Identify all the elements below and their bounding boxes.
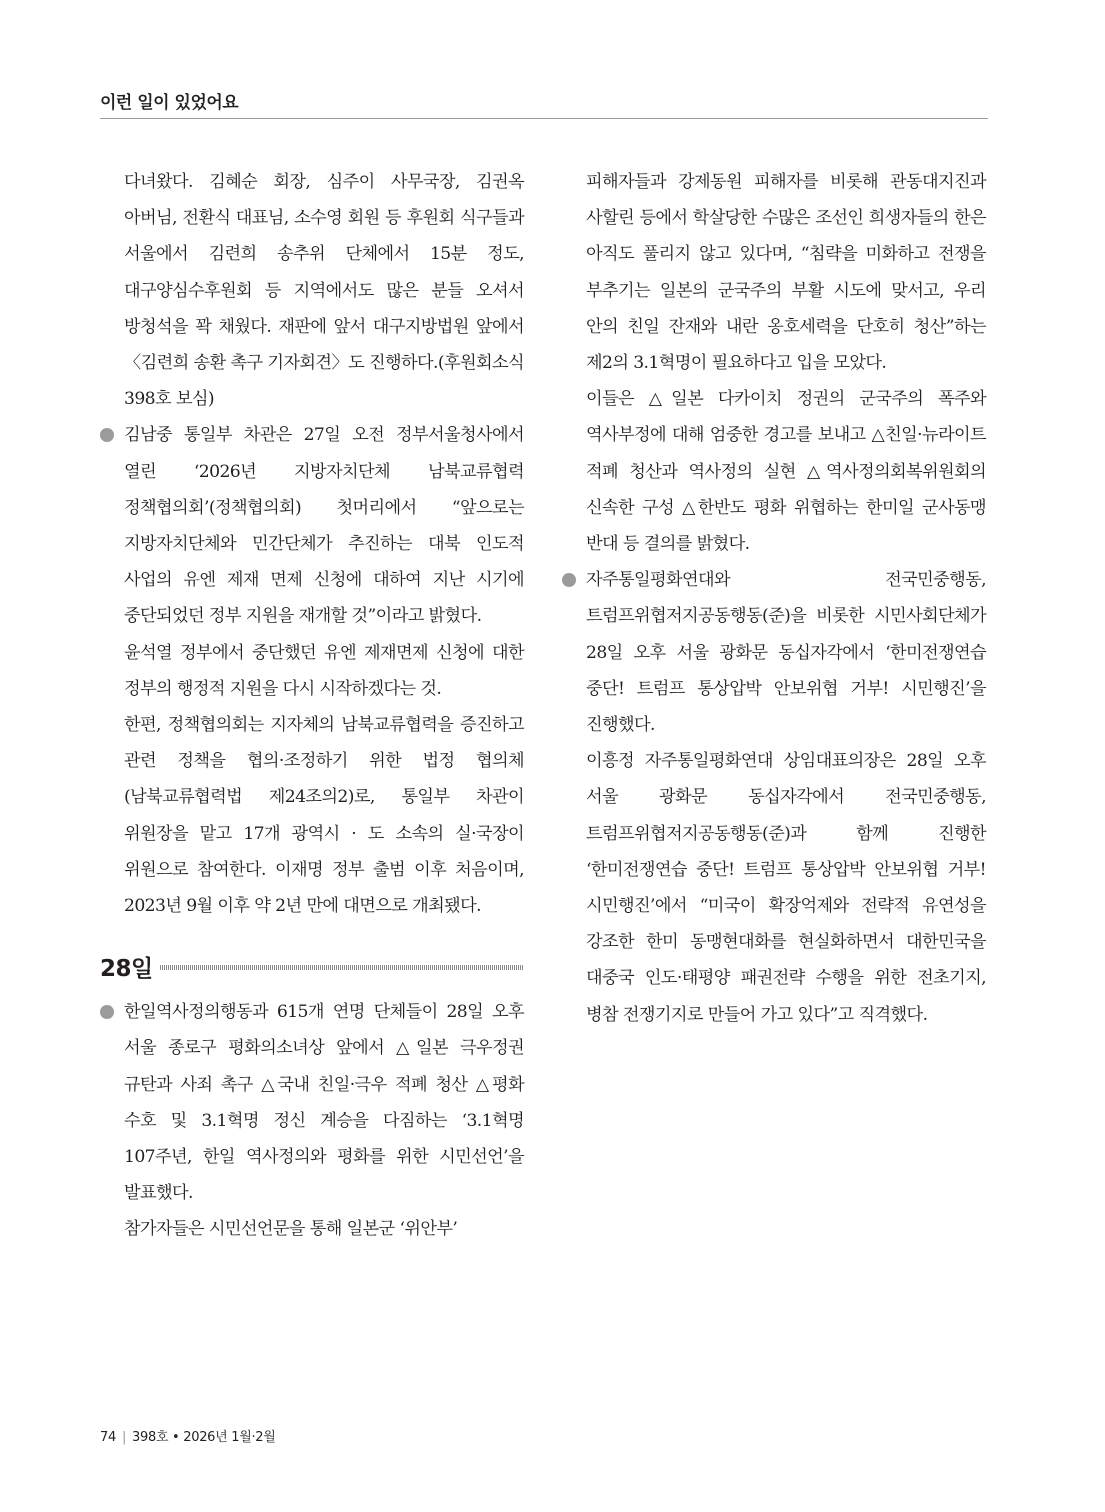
- issue-info: 398호 • 2026년 1월·2월: [132, 1430, 276, 1445]
- page-footer: [100, 1426, 276, 1445]
- paragraph: 이들은 △일본 다카이치 정권의 군국주의 폭주와 역사부정에 대해 엄중한 경고를 보내고 △친일·뉴라이트 적폐 청산과 역사정의 실현 △역사정의회복위원회의 신속한 구성 △한반도 평화 위협하는 한미일 군사동맹 반대 등 결의를 밝혔다.: [586, 389, 986, 555]
- paragraph: 김남중 통일부 차관은 27일 오전 정부서울청사에서 열린 ‘2026년 지방자치단체 남북교류협력 정책협의회’(정책협의회) 첫머리에서 “앞으로는 지방자치단체와 민간단체가 추진하는 대북 인도적 사업의 유엔 제재 면제 신청에 대하여 지난 시기에 중단되었던 정부 지원을 재개할 것”이라고 밝혔다.: [124, 425, 524, 627]
- footer-separator: |: [121, 1430, 127, 1445]
- date-heading-rule: [152, 965, 524, 970]
- right-column: [586, 164, 986, 1033]
- paragraph: 이흥정 자주통일평화연대 상임대표의장은 28일 오후 서울 광화문 동십자각에서 전국민중행동, 트럼프위협저지공동행동(준)과 함께 진행한 ‘한미전쟁연습 중단! 트럼프 통상압박 안보위협 거부! 시민행진’에서 “미국이 확장억제와 전략적 유연성을 강조한 한미 동맹현대화를 현실화하면서 대한민국을 대중국 인도·태평양 패권전략 수행을 위한 전초기지, 병참 전쟁기지로 만들어 가고 있다”고 직격했다.: [586, 751, 986, 1025]
- paragraph: 한편, 정책협의회는 지자체의 남북교류협력을 증진하고 관련 정책을 협의·조정하기 위한 법정 협의체(남북교류협력법 제24조의2)로, 통일부 차관이 위원장을 맡고 17개 광역시 · 도 소속의 실·국장이 위원으로 참여한다. 이재명 정부 출범 이후 처음이며, 2023년 9월 이후 약 2년 만에 대면으로 개최됐다.: [124, 715, 524, 917]
- news-item: [586, 562, 986, 743]
- date-heading: [100, 948, 524, 988]
- bullet-dot-icon: [100, 428, 114, 442]
- paragraph: 윤석열 정부에서 중단했던 유엔 제재면제 신청에 대한 정부의 행정적 지원을 다시 시작하겠다는 것.: [124, 642, 524, 699]
- paragraph: 자주통일평화연대와 전국민중행동, 트럼프위협저지공동행동(준)을 비롯한 시민사회단체가 28일 오후 서울 광화문 동십자각에서 ‘한미전쟁연습 중단! 트럼프 통상압박 안보위협 거부! 시민행진’을 진행했다.: [586, 570, 986, 736]
- paragraph: 피해자들과 강제동원 피해자를 비롯해 관동대지진과 사할린 등에서 학살당한 수많은 조선인 희생자들의 한은 아직도 풀리지 않고 있다며, “침략을 미화하고 전쟁을 부추기는 일본의 군국주의 부활 시도에 맞서고, 우리 안의 친일 잔재와 내란 옹호세력을 단호히 청산”하는 제2의 3.1혁명이 필요하다고 입을 모았다.: [586, 172, 986, 374]
- section-title: 이런 일이 있었어요: [100, 93, 239, 113]
- paragraph: 다녀왔다. 김혜순 회장, 심주이 사무국장, 김권옥 아버님, 전환식 대표님, 소수영 회원 등 후원회 식구들과 서울에서 김련희 송추위 단체에서 15분 정도, 대구양심수후원회 등 지역에서도 많은 분들 오셔서 방청석을 꽉 채웠다. 재판에 앞서 대구지방법원 앞에서 〈김련희 송환 촉구 기자회견〉도 진행하다.(후원회소식 398호 보심): [124, 172, 524, 410]
- bullet-dot-icon: [562, 573, 576, 587]
- page-number: 74: [100, 1430, 116, 1445]
- header-divider: [100, 118, 988, 119]
- bullet-dot-icon: [100, 1005, 114, 1019]
- paragraph: 한일역사정의행동과 615개 연명 단체들이 28일 오후 서울 종로구 평화의소녀상 앞에서 △일본 극우정권 규탄과 사죄 촉구 △국내 친일·극우 적폐 청산 △평화 수호 및 3.1혁명 정신 계승을 다짐하는 ‘3.1혁명 107주년, 한일 역사정의와 평화를 위한 시민선언’을 발표했다.: [124, 1002, 524, 1204]
- news-item: [124, 417, 524, 634]
- paragraph: 참가자들은 시민선언문을 통해 일본군 ‘위안부’: [124, 1219, 458, 1240]
- news-item: [124, 994, 524, 1211]
- left-column: [100, 164, 524, 1248]
- date-heading-label: 28일: [100, 950, 159, 983]
